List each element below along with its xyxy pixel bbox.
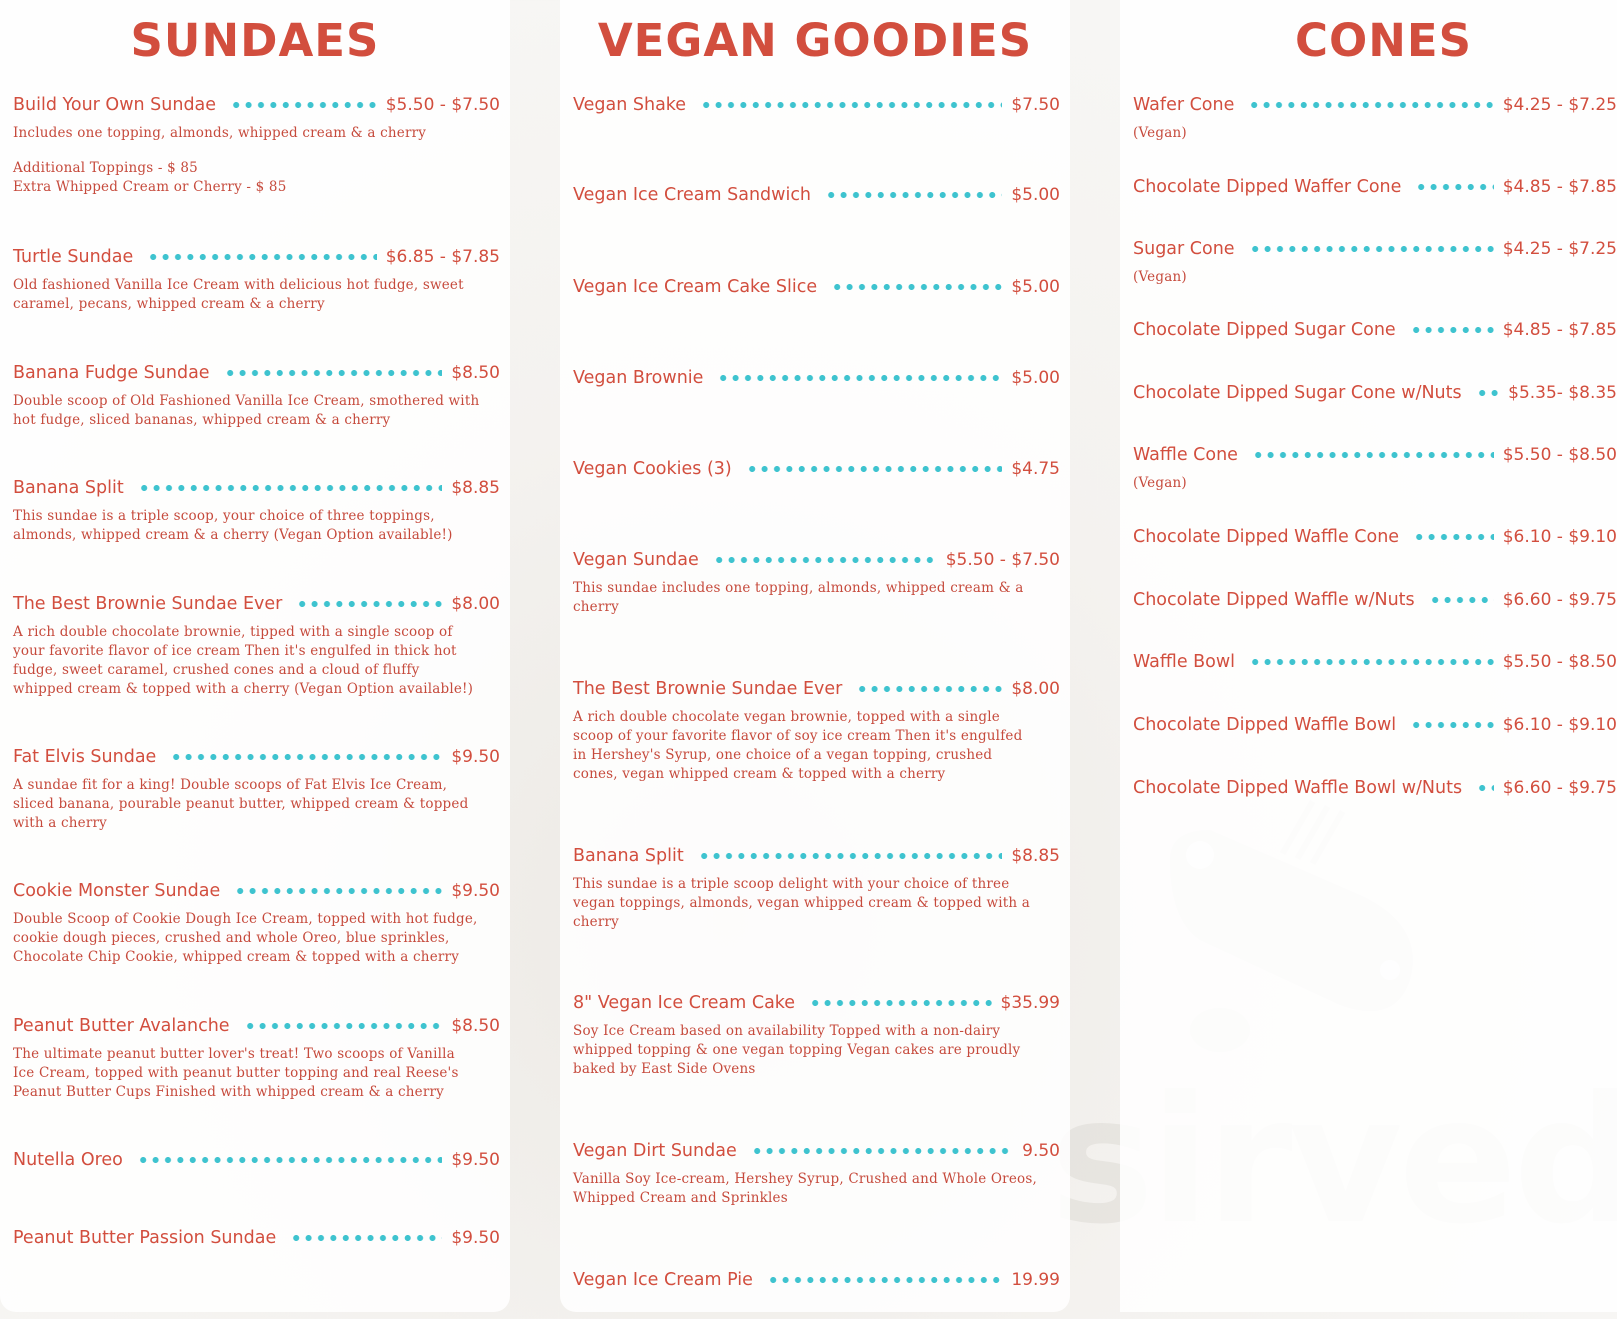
dot-leader [1476,784,1494,792]
dot-leader [713,556,937,564]
item-description: Additional Toppings - $ 85 Extra Whipped Cream or Cherry - $ 85 [13,160,287,195]
menu-column-cones [1120,0,1617,1312]
item-description: This sundae is a triple scoop delight with your choice of three vegan toppings, almonds, vegan whipped cream & topped with a cherry [573,876,1031,930]
item-name: Chocolate Dipped Waffer Cone [1133,177,1402,197]
menu-item [13,90,500,197]
menu-item [1133,585,1617,615]
dot-leader [809,999,991,1007]
menu-item [573,363,1060,393]
item-name: Cookie Monster Sundae [13,881,221,901]
dot-leader [1476,389,1500,397]
item-name: Peanut Butter Avalanche [13,1016,230,1036]
item-name: Chocolate Dipped Sugar Cone [1133,320,1396,340]
item-description: Includes one topping, almonds, whipped cream & a cherry [13,125,427,141]
item-description: Soy Ice Cream based on availability Topped with a non-dairy whipped topping & one vegan topping Vegan cakes are proudly baked by East Side Ovens [573,1023,1021,1077]
item-name: Chocolate Dipped Waffle Bowl [1133,715,1397,735]
dot-leader [1415,183,1493,191]
item-price: $4.25 - $7.25 [1502,95,1617,115]
item-name: 8" Vegan Ice Cream Cake [573,993,796,1013]
dot-leader [137,1156,442,1164]
item-price: $5.50 - $7.50 [385,95,500,115]
menu-item [573,272,1060,302]
item-price: $9.50 [451,747,500,767]
menu-item [1133,522,1617,552]
dot-leader [230,101,377,109]
item-description: Old fashioned Vanilla Ice Cream with delicious hot fudge, sweet caramel, pecans, whipped cream & a cherry [13,277,464,312]
item-name: Sugar Cone [1133,239,1235,259]
dot-leader [170,753,442,761]
menu-item [1133,234,1617,287]
item-name: Vegan Ice Cream Cake Slice [573,277,818,297]
menu-item [13,742,500,833]
item-name: Chocolate Dipped Waffle Cone [1133,527,1400,547]
item-price: $9.50 [451,881,500,901]
item-price: $7.50 [1011,95,1060,115]
menu-item [1133,647,1617,677]
item-description: (Vegan) [1133,125,1187,141]
dot-leader [1410,326,1494,334]
item-name: Chocolate Dipped Waffle Bowl w/Nuts [1133,778,1463,798]
item-name: Waffle Bowl [1133,652,1236,672]
item-name: Banana Fudge Sundae [13,363,210,383]
dot-leader [700,101,1002,109]
menu-item [13,1011,500,1102]
section-title: VEGAN GOODIES [597,14,1033,67]
dot-leader [244,1022,443,1030]
dot-leader [290,1234,442,1242]
menu-item [573,674,1060,784]
item-name: Vegan Brownie [573,368,704,388]
dot-leader [1429,596,1494,604]
item-description: A rich double chocolate vegan brownie, topped with a single scoop of your favorite flavor of soy ice cream Then it's engulfed in Hershey's Syrup, one choice of a vegan topping, crushed cones, vegan whipped cream & topped with a cherry [573,709,1023,782]
item-price: $8.00 [1011,679,1060,699]
menu-column-vegan-goodies [560,0,1070,1312]
section-title: SUNDAES [130,14,380,67]
dot-leader [1410,721,1494,729]
item-name: The Best Brownie Sundae Ever [13,594,283,614]
item-name: Vegan Shake [573,95,687,115]
item-price: $8.00 [451,594,500,614]
menu-item [573,180,1060,210]
dot-leader [234,887,442,895]
item-price: $5.50 - $8.50 [1502,445,1617,465]
section-title: CONES [1294,14,1473,67]
item-description: The ultimate peanut butter lover's treat! Two scoops of Vanilla Ice Cream, topped with peanut butter topping and real Reese's Peanut Butter Cups Finished with whipped cream & a cherry [13,1046,459,1100]
menu-item [13,473,500,545]
menu-item [1133,710,1617,740]
item-description: Double Scoop of Cookie Dough Ice Cream, topped with hot fudge, cookie dough pieces, crushed and whole Oreo, blue sprinkles, Chocolate Chip Cookie, whipped cream & topped with a cherry [13,911,478,965]
menu-item [1133,315,1617,345]
item-price: $8.50 [451,363,500,383]
menu-item [573,1265,1060,1295]
dot-leader [138,484,443,492]
item-description: Vanilla Soy Ice-cream, Hershey Syrup, Crushed and Whole Oreos, Whipped Cream and Sprinkles [573,1171,1037,1206]
menu-item [573,841,1060,932]
menu-item [573,988,1060,1079]
item-name: Wafer Cone [1133,95,1235,115]
menu-item [573,454,1060,484]
menu-item [13,1145,500,1175]
item-description: (Vegan) [1133,475,1187,491]
item-name: Fat Elvis Sundae [13,747,157,767]
item-name: Nutella Oreo [13,1150,123,1170]
menu-item [573,545,1060,617]
item-price: $6.60 - $9.75 [1502,590,1617,610]
menu-column-sundaes [0,0,510,1312]
item-price: $9.50 [451,1228,500,1248]
menu-item [13,242,500,314]
item-name: Turtle Sundae [13,247,134,267]
dot-leader [856,685,1002,693]
menu-item [13,589,500,699]
item-price: $6.10 - $9.10 [1502,715,1617,735]
item-name: Vegan Dirt Sundae [573,1141,737,1161]
item-price: 9.50 [1022,1141,1060,1161]
item-description: Double scoop of Old Fashioned Vanilla Ice Cream, smothered with hot fudge, sliced bananas, whipped cream & a cherry [13,393,480,428]
dot-leader [717,374,1002,382]
item-price: $5.50 - $7.50 [945,550,1060,570]
item-price: $5.00 [1011,368,1060,388]
menu-item [13,876,500,967]
item-price: $5.35- $8.35 [1508,383,1617,403]
item-price: $35.99 [1000,993,1060,1013]
item-name: Banana Split [573,846,684,866]
item-price: $5.50 - $8.50 [1502,652,1617,672]
item-price: 19.99 [1011,1270,1060,1290]
item-description: (Vegan) [1133,269,1187,285]
dot-leader [767,1276,1002,1284]
dot-leader [1248,101,1493,109]
dot-leader [224,369,443,377]
dot-leader [1252,451,1494,459]
menu-item [13,1223,500,1253]
item-name: Banana Split [13,478,124,498]
item-price: $8.85 [451,478,500,498]
item-price: $8.85 [1011,846,1060,866]
dot-leader [698,852,1003,860]
item-price: $5.00 [1011,185,1060,205]
item-price: $6.10 - $9.10 [1502,527,1617,547]
item-price: $4.25 - $7.25 [1502,239,1617,259]
menu-item [1133,172,1617,202]
dot-leader [296,600,442,608]
item-description: This sundae includes one topping, almonds, whipped cream & a cherry [573,580,1024,615]
item-name: Vegan Ice Cream Sandwich [573,185,812,205]
item-name: Build Your Own Sundae [13,95,217,115]
dot-leader [1249,658,1494,666]
item-name: The Best Brownie Sundae Ever [573,679,843,699]
item-price: $6.85 - $7.85 [385,247,500,267]
menu-item [1133,440,1617,493]
dot-leader [751,1147,1013,1155]
item-price: $8.50 [451,1016,500,1036]
item-description: This sundae is a triple scoop, your choice of three toppings, almonds, whipped cream & a cherry (Vegan Option available!) [13,508,453,543]
item-name: Vegan Sundae [573,550,699,570]
item-price: $4.85 - $7.85 [1502,320,1617,340]
item-name: Peanut Butter Passion Sundae [13,1228,277,1248]
menu-item [1133,378,1617,408]
dot-leader [147,253,376,261]
item-price: $5.00 [1011,277,1060,297]
menu-item [573,1136,1060,1208]
menu-item [573,90,1060,120]
item-description: A sundae fit for a king! Double scoops of Fat Elvis Ice Cream, sliced banana, pourable peanut butter, whipped cream & topped with a cherry [13,777,469,831]
item-price: $4.75 [1011,459,1060,479]
item-price: $9.50 [451,1150,500,1170]
item-name: Vegan Cookies (3) [573,459,732,479]
item-name: Vegan Ice Cream Pie [573,1270,753,1290]
dot-leader [746,465,1003,473]
item-price: $6.60 - $9.75 [1502,778,1617,798]
menu-item [13,358,500,430]
menu-item [1133,773,1617,803]
dot-leader [831,283,1002,291]
item-name: Waffle Cone [1133,445,1238,465]
menu-item [1133,90,1617,143]
item-name: Chocolate Dipped Sugar Cone w/Nuts [1133,383,1462,403]
item-description: A rich double chocolate brownie, tipped with a single scoop of your favorite flavor of ice cream Then it's engulfed in thick hot fudge, sweet caramel, crushed cones and a cloud of fluffy whipped cream & topped with a cherry (Vegan Option available!) [13,624,474,697]
dot-leader [1413,533,1494,541]
item-price: $4.85 - $7.85 [1502,177,1617,197]
dot-leader [825,191,1002,199]
dot-leader [1249,245,1494,253]
item-name: Chocolate Dipped Waffle w/Nuts [1133,590,1415,610]
